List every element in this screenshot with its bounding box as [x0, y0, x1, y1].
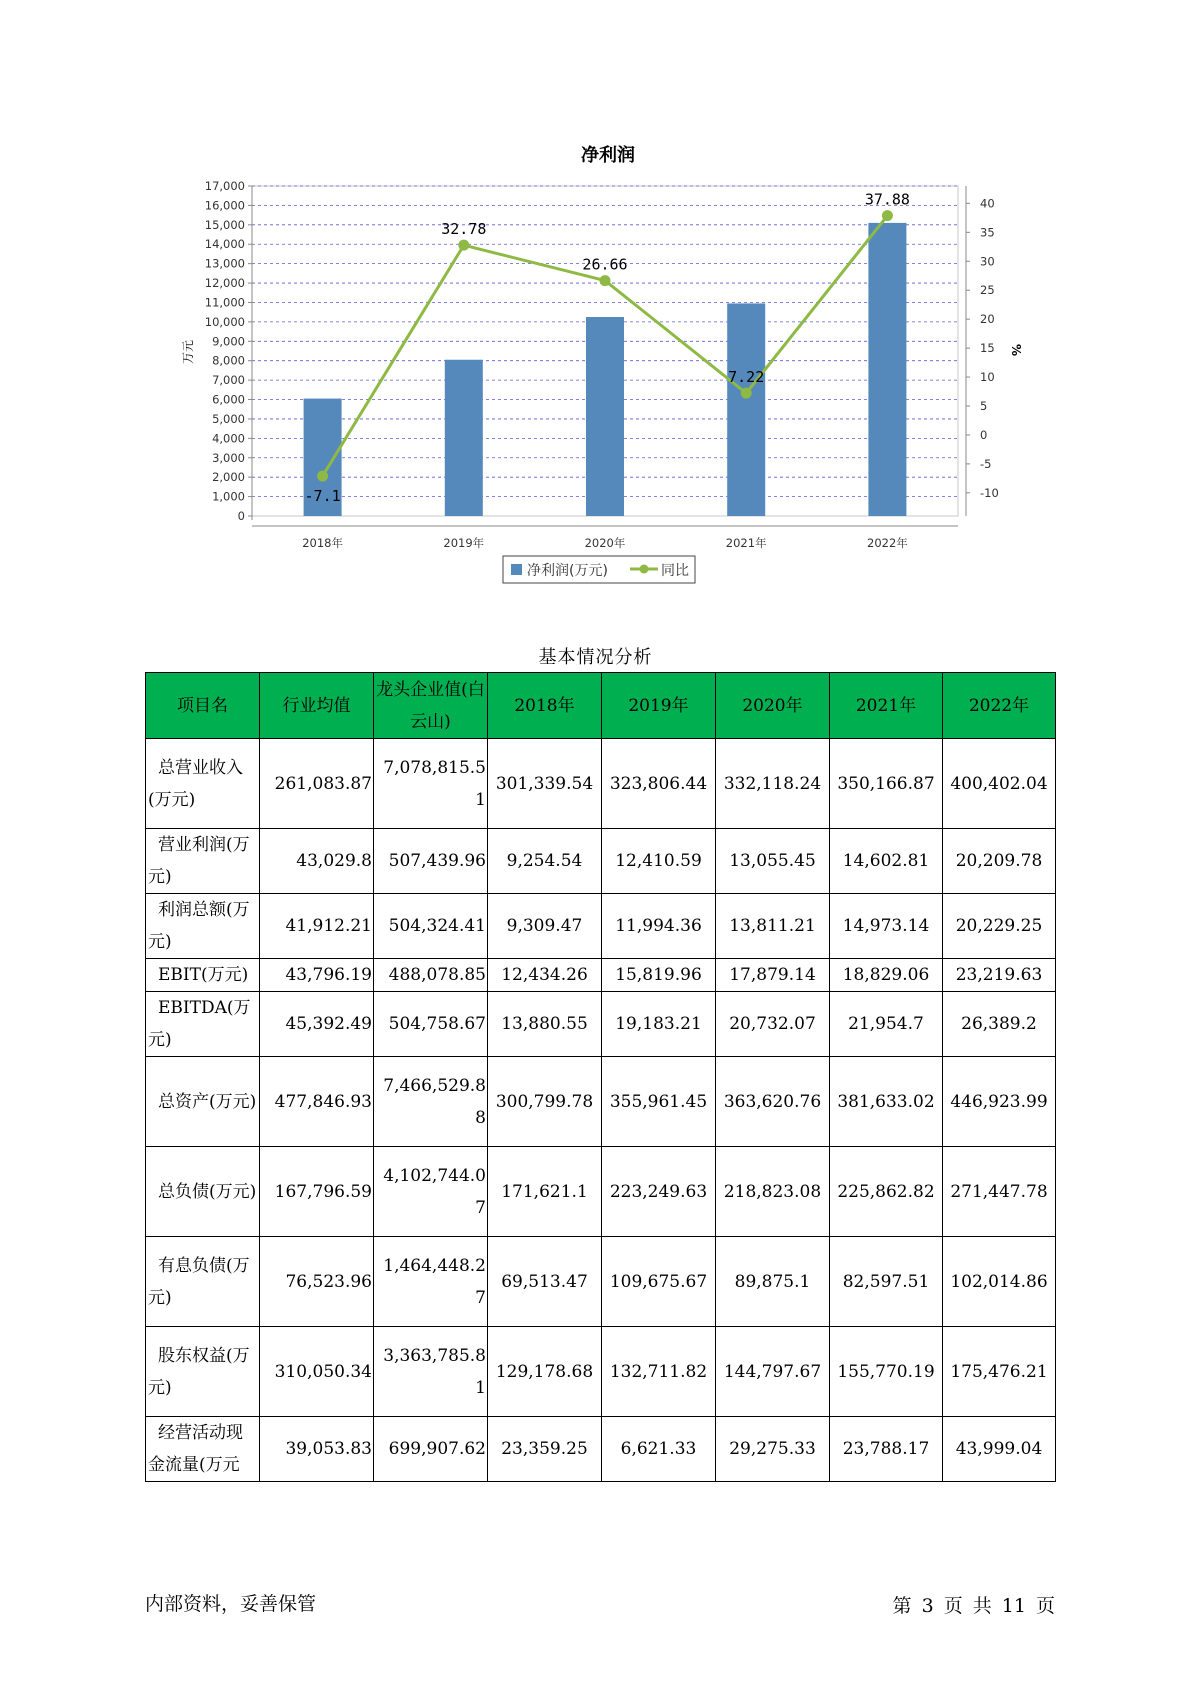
bar-2019年: [445, 360, 483, 516]
row-value-cell: 144,797.67: [716, 1327, 830, 1417]
row-value-cell: 446,923.99: [943, 1057, 1056, 1147]
row-value-cell: 132,711.82: [602, 1327, 716, 1417]
right-tick-label: -10: [980, 485, 999, 500]
header-2021: 2021年: [830, 673, 943, 739]
row-value-cell: 167,796.59: [260, 1147, 374, 1237]
row-value-cell: 9,309.47: [488, 894, 602, 959]
table-header-row: [146, 673, 1056, 739]
table-row: [146, 1057, 1056, 1147]
x-tick-label: 2018年: [302, 536, 343, 550]
legend-line-marker: [640, 565, 649, 574]
row-value-cell: 3,363,785.81: [374, 1327, 488, 1417]
row-value-cell: 15,819.96: [602, 959, 716, 992]
row-item-name: 总负债(万元): [146, 1147, 260, 1237]
net-profit-chart: [0, 0, 1191, 600]
row-value-cell: 23,359.25: [488, 1417, 602, 1482]
row-value-cell: 19,183.21: [602, 992, 716, 1057]
left-tick-label: 16,000: [204, 198, 245, 213]
x-tick-label: 2021年: [725, 536, 767, 550]
row-value-cell: 69,513.47: [488, 1237, 602, 1327]
row-value-cell: 261,083.87: [260, 739, 374, 829]
yoy-point: [882, 210, 893, 221]
row-value-cell: 23,219.63: [943, 959, 1056, 992]
row-value-cell: 12,434.26: [488, 959, 602, 992]
right-axis-title: %: [1009, 343, 1023, 357]
row-value-cell: 43,796.19: [260, 959, 374, 992]
row-value-cell: 350,166.87: [830, 739, 943, 829]
left-tick-label: 13,000: [204, 256, 245, 271]
row-value-cell: 17,879.14: [716, 959, 830, 992]
left-tick-label: 4,000: [212, 431, 245, 446]
row-value-cell: 301,339.54: [488, 739, 602, 829]
chart-title: 净利润: [581, 145, 635, 166]
right-tick-label: 15: [980, 341, 995, 356]
table-row: [146, 739, 1056, 829]
right-tick-label: 30: [980, 254, 995, 269]
yoy-data-label: 37.88: [864, 190, 910, 209]
right-tick-label: 35: [980, 225, 995, 240]
left-tick-label: 2,000: [212, 470, 245, 485]
row-value-cell: 20,229.25: [943, 894, 1056, 959]
row-value-cell: 477,846.93: [260, 1057, 374, 1147]
row-value-cell: 699,907.62: [374, 1417, 488, 1482]
bar-2021年: [727, 303, 765, 516]
row-value-cell: 310,050.34: [260, 1327, 374, 1417]
row-value-cell: 109,675.67: [602, 1237, 716, 1327]
x-tick-label: 2020年: [584, 536, 626, 550]
row-item-name: 经营活动现金流量(万元: [146, 1417, 260, 1482]
row-value-cell: 300,799.78: [488, 1057, 602, 1147]
row-value-cell: 218,823.08: [716, 1147, 830, 1237]
header-2018: 2018年: [488, 673, 602, 739]
legend-bar-label: 净利润(万元): [527, 563, 608, 579]
row-value-cell: 6,621.33: [602, 1417, 716, 1482]
left-tick-label: 12,000: [204, 276, 245, 291]
row-value-cell: 76,523.96: [260, 1237, 374, 1327]
row-value-cell: 13,880.55: [488, 992, 602, 1057]
left-tick-label: 17,000: [204, 179, 245, 193]
row-value-cell: 20,732.07: [716, 992, 830, 1057]
legend-bar-swatch: [511, 564, 522, 575]
yoy-data-label: 7.22: [728, 368, 765, 387]
header-industry-avg: 行业均值: [260, 673, 374, 739]
header-2020: 2020年: [716, 673, 830, 739]
yoy-point: [741, 388, 752, 399]
row-value-cell: 363,620.76: [716, 1057, 830, 1147]
chart-canvas: [0, 0, 1191, 600]
legend-line-label: 同比: [661, 563, 689, 579]
row-item-name: EBIT(万元): [146, 959, 260, 992]
left-tick-label: 14,000: [204, 237, 245, 252]
basic-analysis-table: [145, 672, 1056, 1482]
header-item-name: 项目名: [146, 673, 260, 739]
row-item-name: 有息负债(万元): [146, 1237, 260, 1327]
left-tick-label: 3,000: [212, 450, 245, 465]
right-tick-label: -5: [980, 456, 992, 471]
row-value-cell: 20,209.78: [943, 829, 1056, 894]
row-value-cell: 14,973.14: [830, 894, 943, 959]
row-item-name: 营业利润(万元): [146, 829, 260, 894]
table-row: [146, 1147, 1056, 1237]
right-tick-label: 40: [980, 196, 995, 211]
row-value-cell: 271,447.78: [943, 1147, 1056, 1237]
bar-2020年: [586, 317, 624, 516]
yoy-point: [600, 275, 611, 286]
row-value-cell: 4,102,744.07: [374, 1147, 488, 1237]
yoy-point: [317, 471, 328, 482]
row-value-cell: 381,633.02: [830, 1057, 943, 1147]
row-value-cell: 39,053.83: [260, 1417, 374, 1482]
row-value-cell: 12,410.59: [602, 829, 716, 894]
header-2022: 2022年: [943, 673, 1056, 739]
left-axis-title: 万元: [181, 339, 195, 365]
left-tick-label: 15,000: [204, 217, 245, 232]
left-tick-label: 10,000: [204, 314, 245, 329]
row-value-cell: 323,806.44: [602, 739, 716, 829]
table-row: [146, 829, 1056, 894]
bar-2022年: [868, 223, 906, 516]
row-value-cell: 225,862.82: [830, 1147, 943, 1237]
row-item-name: 利润总额(万元): [146, 894, 260, 959]
row-value-cell: 45,392.49: [260, 992, 374, 1057]
footer-confidential-note: 内部资料，妥善保管: [145, 1593, 317, 1615]
row-value-cell: 504,758.67: [374, 992, 488, 1057]
right-tick-label: 10: [980, 370, 995, 385]
row-value-cell: 9,254.54: [488, 829, 602, 894]
left-tick-label: 9,000: [212, 334, 245, 349]
left-tick-label: 11,000: [204, 295, 245, 310]
row-value-cell: 129,178.68: [488, 1327, 602, 1417]
row-value-cell: 332,118.24: [716, 739, 830, 829]
left-tick-label: 0: [237, 509, 245, 523]
table-row: [146, 1237, 1056, 1327]
row-item-name: EBITDA(万元): [146, 992, 260, 1057]
right-tick-label: 25: [980, 283, 995, 298]
row-value-cell: 14,602.81: [830, 829, 943, 894]
row-value-cell: 7,078,815.51: [374, 739, 488, 829]
left-tick-label: 5,000: [212, 411, 245, 426]
row-value-cell: 102,014.86: [943, 1237, 1056, 1327]
row-value-cell: 82,597.51: [830, 1237, 943, 1327]
table-row: [146, 1417, 1056, 1482]
row-item-name: 总资产(万元): [146, 1057, 260, 1147]
right-tick-label: 20: [980, 312, 995, 327]
header-2019: 2019年: [602, 673, 716, 739]
row-value-cell: 175,476.21: [943, 1327, 1056, 1417]
row-value-cell: 400,402.04: [943, 739, 1056, 829]
row-item-name: 总营业收入(万元): [146, 739, 260, 829]
left-tick-label: 6,000: [212, 392, 245, 407]
row-value-cell: 43,029.8: [260, 829, 374, 894]
row-value-cell: 26,389.2: [943, 992, 1056, 1057]
row-value-cell: 43,999.04: [943, 1417, 1056, 1482]
row-value-cell: 7,466,529.88: [374, 1057, 488, 1147]
table-title: 基本情况分析: [538, 647, 653, 668]
yoy-data-label: 26.66: [582, 255, 628, 274]
row-value-cell: 13,811.21: [716, 894, 830, 959]
row-value-cell: 21,954.7: [830, 992, 943, 1057]
row-value-cell: 355,961.45: [602, 1057, 716, 1147]
header-leader-value: 龙头企业值(白云山): [374, 673, 488, 739]
row-value-cell: 223,249.63: [602, 1147, 716, 1237]
footer-page-number: 第 3 页 共 11 页: [892, 1595, 1055, 1617]
yoy-data-label: -7.1: [304, 487, 341, 506]
row-value-cell: 41,912.21: [260, 894, 374, 959]
row-value-cell: 11,994.36: [602, 894, 716, 959]
table-row: [146, 894, 1056, 959]
row-value-cell: 23,788.17: [830, 1417, 943, 1482]
yoy-point: [458, 240, 469, 251]
table-row: [146, 1327, 1056, 1417]
x-tick-label: 2019年: [443, 536, 485, 550]
row-value-cell: 1,464,448.27: [374, 1237, 488, 1327]
x-tick-label: 2022年: [867, 536, 908, 550]
row-item-name: 股东权益(万元): [146, 1327, 260, 1417]
row-value-cell: 488,078.85: [374, 959, 488, 992]
row-value-cell: 13,055.45: [716, 829, 830, 894]
right-tick-label: 5: [980, 399, 988, 413]
table-row: [146, 992, 1056, 1057]
row-value-cell: 171,621.1: [488, 1147, 602, 1237]
left-tick-label: 8,000: [212, 353, 245, 368]
row-value-cell: 507,439.96: [374, 829, 488, 894]
row-value-cell: 89,875.1: [716, 1237, 830, 1327]
yoy-data-label: 32.78: [441, 220, 487, 239]
right-tick-label: 0: [980, 427, 988, 442]
row-value-cell: 504,324.41: [374, 894, 488, 959]
left-tick-label: 1,000: [212, 489, 245, 504]
row-value-cell: 155,770.19: [830, 1327, 943, 1417]
table-row: [146, 959, 1056, 992]
left-tick-label: 7,000: [212, 373, 245, 388]
row-value-cell: 29,275.33: [716, 1417, 830, 1482]
row-value-cell: 18,829.06: [830, 959, 943, 992]
